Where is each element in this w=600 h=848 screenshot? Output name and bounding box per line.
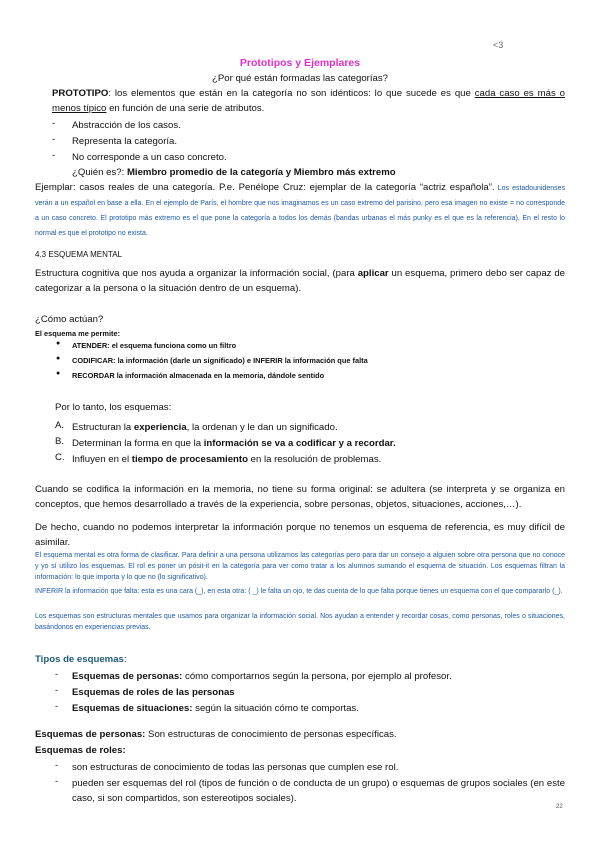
quien-line xyxy=(72,165,552,180)
letter-marker: A. xyxy=(55,420,65,431)
item-bold: CODIFICAR: xyxy=(72,356,116,365)
permite-heading: El esquema me permite: xyxy=(35,329,121,338)
prototipo-label: PROTOTIPO xyxy=(52,88,109,99)
dash-bullet: - xyxy=(52,118,56,129)
dash-bullet: - xyxy=(55,776,59,787)
item-text: según la situación cómo te comportas. xyxy=(192,703,359,714)
letter-marker: C. xyxy=(55,452,65,463)
list-item xyxy=(72,420,552,435)
item-text: la información que falta xyxy=(282,356,368,365)
list-item xyxy=(72,436,552,451)
item-text: el esquema funciona como un filtro xyxy=(109,341,237,350)
dash-bullet: - xyxy=(55,669,59,680)
estructura-text: Estructura cognitiva que nos ayuda a organizar la información social, (para xyxy=(35,268,358,279)
item-bold: INFERIR xyxy=(253,356,283,365)
item-bold: RECORDAR xyxy=(72,371,115,380)
item-text: la información almacenada en la memoria, dándole sentido xyxy=(114,371,325,380)
ejemplar-text: Ejemplar: casos reales de una categoría. P.e. Penélope Cruz: ejemplar de la categoría “actriz española”. xyxy=(35,182,495,193)
def-bold: Esquemas de roles: xyxy=(35,745,126,756)
list-item: No corresponde a un caso concreto. xyxy=(72,152,227,163)
list-item xyxy=(72,452,552,467)
list-item: Representa la categoría. xyxy=(72,136,178,147)
tipos-heading xyxy=(35,652,565,667)
prototipo-text: : los elementos que están en la categoría no son idénticos: lo que sucede es que xyxy=(108,88,475,99)
item-text: la información (darle un significado) e xyxy=(115,356,254,365)
por-lo-tanto: Por lo tanto, los esquemas: xyxy=(55,402,172,413)
dash-bullet: - xyxy=(55,701,59,712)
list-item xyxy=(72,685,552,700)
list-item xyxy=(72,353,552,368)
item-bold: Esquemas de situaciones: xyxy=(72,703,193,714)
list-item xyxy=(72,701,552,716)
prototipo-underlined: cada caso es más o menos típico xyxy=(52,88,565,114)
hecho-paragraph: De hecho, cuando no podemos interpretar la información porque no tenemos un esquema de referencia, es muy difícil de asimilar. xyxy=(35,522,565,548)
estructura-text-end: un esquema, primero debo ser capaz de categorizar a la persona o la situación dentro de un esquema). xyxy=(35,268,565,294)
item-bold: tiempo de procesamiento xyxy=(131,454,248,465)
list-item xyxy=(72,338,552,353)
cuando-paragraph: Cuando se codifica la información en la memoria, no tiene su forma original: se adultera (se interpreta y se organiza en conceptos, que hemos desarrollado a través de la experiencia, sobre personas, objetos, situaciones, acciones,…). xyxy=(35,484,565,510)
ejemplar-note: Los estadounidenses verán a un español en base a ella. En el ejemplo de París, el hombre que nos imaginamos es un caso extremo del parisino, pero esa imagen no existe = no corresponde a un caso concreto. El prototipo más extremo es el que pone la categoría a todos los demás (bandas urbanas el más punky es el que es la referencia). En el resto lo normal es que el prototipo no exista. xyxy=(35,185,565,237)
item-text: Influyen en el xyxy=(72,454,132,465)
prototipo-text-end: en función de una serie de atributos. xyxy=(106,103,265,114)
item-text: Estructuran la xyxy=(72,422,134,433)
prototipo-paragraph xyxy=(52,86,565,116)
page-number: 22 xyxy=(556,804,563,810)
page-title: Prototipos y Ejemplares xyxy=(239,57,361,69)
item-text: , la ordenan y le dan un significado. xyxy=(186,422,338,433)
estructura-bold: aplicar xyxy=(357,268,389,279)
dash-bullet: - xyxy=(52,134,56,145)
dot-bullet: ● xyxy=(56,370,61,377)
item-text: Determinan la forma en que la xyxy=(72,438,204,449)
list-item xyxy=(72,669,552,684)
blue-note-3: Los esquemas son estructuras mentales que usamos para organizar la información social. Nos ayudan a entender y recordar cosas, como personas, roles o situaciones, basándonos en experiencias previas. xyxy=(35,613,565,631)
personas-definition xyxy=(35,727,565,742)
blue-note-2: INFERIR la información que falta: esta es una cara (_), en esta otra: ( _) le falta un ojo, te das cuenta de lo que falta porque tienes un esquema con el que compararlo (_). xyxy=(35,588,563,595)
dot-bullet: ● xyxy=(56,355,61,362)
item-bold: Esquemas de personas: xyxy=(72,671,183,682)
list-item: Abstracción de los casos. xyxy=(72,120,181,131)
dash-bullet: - xyxy=(55,685,59,696)
dash-bullet: - xyxy=(55,760,59,771)
roles-definition xyxy=(35,743,565,758)
section-heading: 4.3 ESQUEMA MENTAL xyxy=(35,250,122,259)
dash-bullet: - xyxy=(52,150,56,161)
item-bold: experiencia xyxy=(133,422,187,433)
item-text: en la resolución de problemas. xyxy=(247,454,382,465)
list-item: pueden ser esquemas del rol (tipos de función o de conducta de un grupo) o esquemas de grupos sociales (en este caso, si son compartidos, son estereotipos sociales). xyxy=(72,778,565,804)
como-heading: ¿Cómo actúan? xyxy=(35,314,104,325)
def-text: Son estructuras de conocimiento de personas específicas. xyxy=(145,729,397,740)
item-bold: ATENDER: xyxy=(72,341,110,350)
letter-marker: B. xyxy=(55,436,65,447)
estructura-paragraph xyxy=(35,266,565,296)
quien-question: ¿Quién es?: xyxy=(72,167,127,178)
corner-mark: <3 xyxy=(493,40,504,50)
tipos-title: Tipos de esquemas xyxy=(35,654,124,665)
list-item xyxy=(72,368,552,383)
item-bold: Esquemas de roles de las personas xyxy=(72,687,235,698)
blue-note-1: El esquema mental es otra forma de clasificar. Para definir a una persona utilizamos las categorías pero para dar un consejo a alguien sobre otra persona que no conoce y yo sí utilizo los esquemas. El rol es poner un pósit-it en la categoría para ver como tratar a los alumnos sumando el esquema de situación. Los esquemas filtran la información: lo que importa y lo que no (lo significativo). xyxy=(35,552,565,581)
item-text: cómo comportarnos según la persona, por ejemplo al profesor. xyxy=(182,671,452,682)
subtitle: ¿Por qué están formadas las categorías? xyxy=(212,73,388,84)
quien-answer: Miembro promedio de la categoría y Miembro más extremo xyxy=(126,167,396,178)
tipos-colon: : xyxy=(123,654,127,665)
dot-bullet: ● xyxy=(56,340,61,347)
ejemplar-paragraph xyxy=(35,180,565,240)
item-bold: información se va a codificar y a recordar. xyxy=(203,438,396,449)
list-item: son estructuras de conocimiento de todas las personas que cumplen ese rol. xyxy=(72,762,399,773)
def-bold: Esquemas de personas: xyxy=(35,729,146,740)
